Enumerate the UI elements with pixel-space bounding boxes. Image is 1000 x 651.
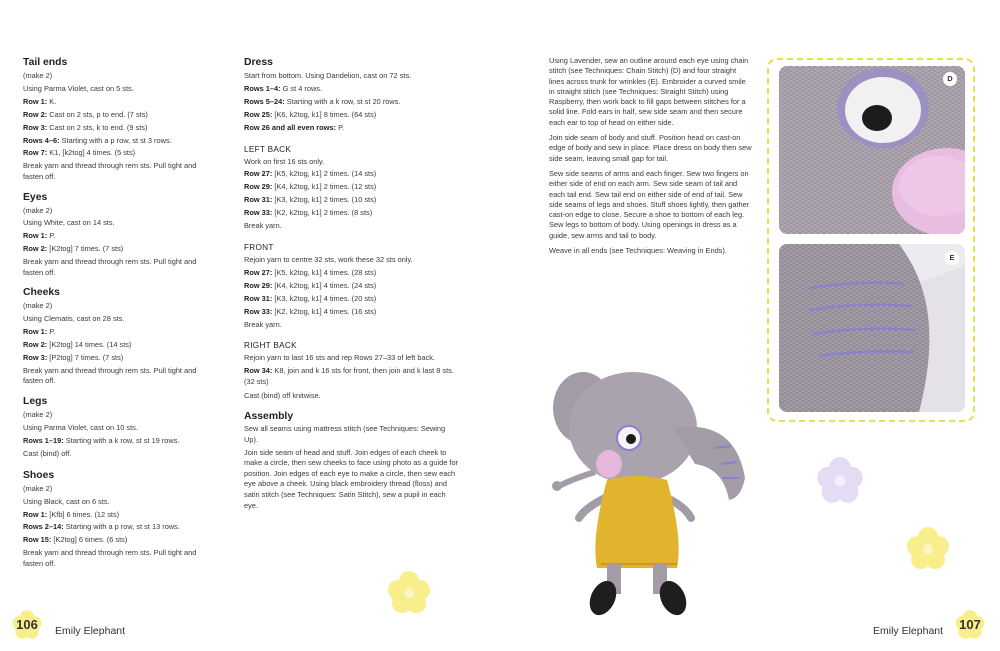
instruction-paragraph: Weave in all ends (see Techniques: Weaving in Ends). <box>549 246 727 256</box>
legs-lines <box>23 409 213 461</box>
pattern-line: (make 2) <box>23 205 53 215</box>
pattern-line: Rows 4–6: Starting with a p row, st st 3 rows. <box>23 135 172 145</box>
page-number-badge-right <box>955 610 985 640</box>
elephant-toy-image <box>545 368 745 620</box>
instruction-paragraph: Using Lavender, sew an outline around each eye using chain stitch (see Techniques: Chain Stitch) (D) and four straight lines across trunk for wrinkles (E). Embroider a curved smile in straight stitch (see Techniques: Straight Stitch) using Raspberry, then work back to fill gaps between stitches for a solid line. Fold ears in half, sew side seam and then secure each ear to top of head on either side. <box>549 56 749 127</box>
heading-left-back: LEFT BACK <box>244 144 292 154</box>
pattern-line: Start from bottom. Using Dandelion, cast on 72 sts. <box>244 71 412 80</box>
pattern-line: Row 2: [K2tog] 7 times. (7 sts) <box>23 244 124 254</box>
pattern-line: Row 29: [K4, k2tog, k1] 4 times. (24 sts) <box>244 280 377 290</box>
cheeks-lines <box>23 300 213 387</box>
pattern-line: Using Clematis, cast on 28 sts. <box>23 314 125 324</box>
pattern-line: Row 2: Cast on 2 sts, p to end. (7 sts) <box>23 109 148 119</box>
instruction-paragraph: Sew side seams of arms and each finger. Sew two fingers on either side of end on each arm. Sew side seam of tail and each tail end. Sew tail end on either side of end of tail. Sew side seams of legs and shoes. Stuff shoes lightly, then gather cast-on edge to close. Secure a shoe to bottom of each leg. Sew legs to bottom of body. Using openings in dress as a guide, sew arms and tail to body. <box>549 168 750 240</box>
pattern-line: (make 2) <box>23 483 53 493</box>
assembly-paragraph: Sew all seams using mattress stitch (see Techniques: Sewing Up). <box>244 424 446 444</box>
page-number-left: 106 <box>16 617 38 632</box>
page-number-badge-left <box>12 610 42 640</box>
pattern-line: Rows 2–14: Starting with a p row, st st 13 rows. <box>23 522 180 532</box>
pattern-note: Break yarn and thread through rem sts. Pull tight and fasten off. <box>23 161 197 181</box>
heading-assembly: Assembly <box>244 411 294 423</box>
front-lines <box>244 254 459 331</box>
trunk-detail-image <box>779 244 965 412</box>
pattern-line-row-34: Row 34: K8, join and k 16 sts for front, then join and k last 8 sts. (32 sts) <box>244 366 454 386</box>
pattern-line: Break yarn. <box>244 319 282 329</box>
pattern-line: Cast (bind) off knitwise. <box>244 390 321 400</box>
photo-trunk-detail <box>779 244 965 412</box>
heading-eyes: Eyes <box>23 191 48 203</box>
tail-ends-lines <box>23 70 213 183</box>
right-back-lines <box>244 352 459 402</box>
left-column-2 <box>244 56 459 513</box>
pattern-line: Row 33: [K2, k2tog, k1] 2 times. (8 sts) <box>244 208 373 218</box>
pattern-line: Row 26 and all even rows: P. <box>244 122 345 132</box>
pattern-line: Row 1: K. <box>23 96 57 106</box>
assembly-text <box>244 424 459 511</box>
flower-icon <box>386 570 432 616</box>
pattern-line: Row 3: Cast on 2 sts, k to end. (9 sts) <box>23 122 148 132</box>
pattern-line: Row 27: [K5, k2tog, k1] 2 times. (14 sts) <box>244 169 377 179</box>
photo-label-e: E <box>945 251 959 265</box>
elephant-toy-photo <box>545 368 745 620</box>
left-back-lines <box>244 156 459 233</box>
pattern-line: Row 31: [K3, k2tog, k1] 2 times. (10 sts) <box>244 195 377 205</box>
pattern-line: Rows 1–4: G st 4 rows. <box>244 83 323 93</box>
pattern-line: Row 1: [Kfb] 6 times. (12 sts) <box>23 509 120 519</box>
pattern-line: Rejoin yarn to centre 32 sts, work these 32 sts only. <box>244 254 413 264</box>
flower-icon <box>815 456 865 506</box>
pattern-line: (make 2) <box>23 410 53 420</box>
heading-dress: Dress <box>244 57 273 68</box>
pattern-line: Using Parma Violet, cast on 5 sts. <box>23 83 134 93</box>
heading-cheeks: Cheeks <box>23 287 60 299</box>
pattern-line: Row 3: [P2tog] 7 times. (7 sts) <box>23 352 124 362</box>
footer-title-left: Emily Elephant <box>55 625 126 637</box>
page-number-right: 107 <box>959 617 981 632</box>
assembly-paragraph: Join side seam of head and stuff. Join edges of each cheek to make a circle, then sew cheeks to face using photo as a guide for position. Join edges of each eye to make a circle, then sew each eye above a cheek. Using black embroidery thread (floss) and satin stitch (see Techniques: Satin Stitch), sew a pupil in each eye. <box>244 447 459 510</box>
heading-front: FRONT <box>244 242 274 252</box>
pattern-line: Break yarn. <box>244 221 282 231</box>
pattern-note: Break yarn and thread through rem sts. Pull tight and fasten off. <box>23 548 197 568</box>
pattern-line: Row 2: [K2tog] 14 times. (14 sts) <box>23 340 132 350</box>
pattern-line: (make 2) <box>23 71 53 80</box>
pattern-note: Break yarn and thread through rem sts. Pull tight and fasten off. <box>23 257 197 277</box>
footer-title-right: Emily Elephant <box>873 625 944 637</box>
pattern-line: Row 1: P. <box>23 327 56 337</box>
photo-eye-detail <box>779 66 965 234</box>
pattern-line: Using Black, cast on 6 sts. <box>23 496 110 506</box>
pattern-line: (make 2) <box>23 301 53 311</box>
pattern-line: Row 15: [K2tog] 6 times. (6 sts) <box>23 535 128 545</box>
pattern-line: Rows 5–24: Starting with a k row, st st 20 rows. <box>244 96 401 106</box>
photo-label-d: D <box>943 72 957 86</box>
pattern-line: Row 7: K1, [k2tog] 4 times. (5 sts) <box>23 148 136 158</box>
pattern-line: Row 31: [K3, k2tog, k1] 4 times. (20 sts) <box>244 293 377 303</box>
pattern-line: Row 33: [K2, k2tog, k1] 4 times. (16 sts) <box>244 306 377 316</box>
eyes-lines <box>23 205 213 279</box>
pattern-line: Row 25: [K6, k2tog, k1] 8 times. (64 sts) <box>244 109 377 119</box>
pattern-line: Using Parma Violet, cast on 10 sts. <box>23 422 138 432</box>
pattern-line: Rows 1–19: Starting with a k row, st st 19 rows. <box>23 435 180 445</box>
flower-icon <box>905 526 951 572</box>
pattern-line: Using White, cast on 14 sts. <box>23 218 115 228</box>
heading-shoes: Shoes <box>23 469 55 481</box>
heading-legs: Legs <box>23 396 48 408</box>
pattern-line: Row 29: [K4, k2tog, k1] 2 times. (12 sts) <box>244 182 377 192</box>
pattern-line: Rejoin yarn to last 16 sts and rep Rows 27–33 of left back. <box>244 353 436 363</box>
right-column-text <box>549 56 753 261</box>
shoes-lines <box>23 483 213 570</box>
pattern-line: Work on first 16 sts only. <box>244 156 325 166</box>
heading-right-back: RIGHT BACK <box>244 341 297 351</box>
pattern-line: Row 1: P. <box>23 231 56 241</box>
left-column-1 <box>23 56 213 571</box>
instruction-paragraph: Join side seam of body and stuff. Position head on cast-on edge of body and sew in place. Place dress on body then sew side seam, leaving small gap for tail. <box>549 133 752 163</box>
eye-detail-image <box>779 66 965 234</box>
dress-lines <box>244 70 459 135</box>
pattern-note: Break yarn and thread through rem sts. Pull tight and fasten off. <box>23 365 197 386</box>
heading-tail-ends: Tail ends <box>23 57 68 68</box>
pattern-line: Row 27: [K5, k2tog, k1] 4 times. (28 sts) <box>244 267 377 277</box>
pattern-line: Cast (bind) off. <box>23 448 72 458</box>
